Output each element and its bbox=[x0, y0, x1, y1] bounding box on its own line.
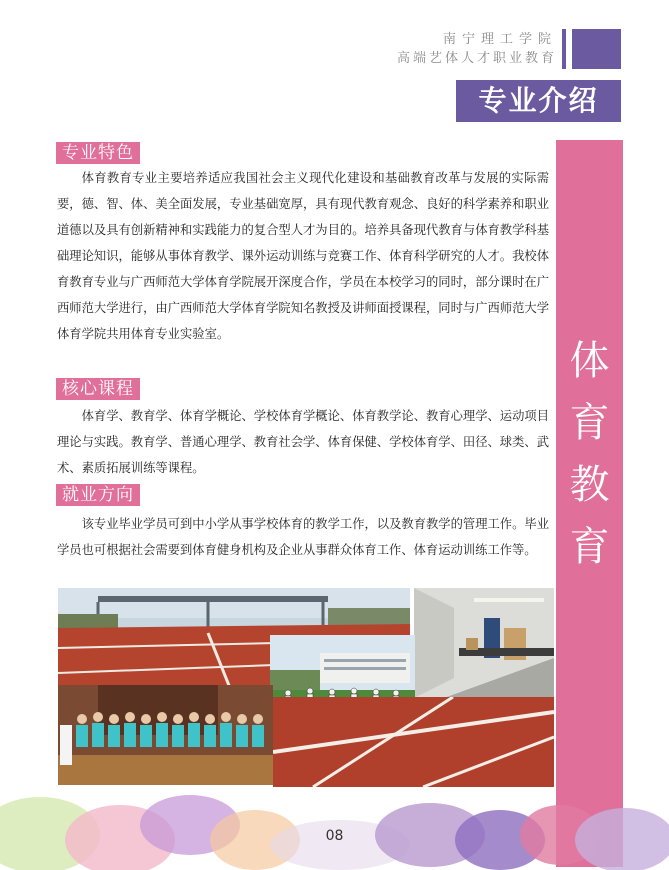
section-text-careers: 该专业毕业学员可到中小学从事学校体育的教学工作，以及教育教学的管理工作。毕业学员也可根据社会需要到体育健身机构及企业从事群众体育工作、体育运动训练工作等。 bbox=[57, 517, 549, 557]
section-text-features: 体育教育专业主要培养适应我国社会主义现代化建设和基础教育改革与发展的实际需要，德、智、体、美全面发展，专业基础宽厚，具有现代教育观念、良好的科学素养和职业道德以及具有创新精神和实践能力的复合型人才为目的。培养具备现代教育与体育教学科基础理论知识，能够从事体育教学、课外运动训练与竞赛工作、体育科学研究的人才。我校体育教育专业与广西师范大学体育学院展开深度合作，学员在本校学习的同时，部分课时在广西师范大学进行，由广西师范大学体育学院知名教授及讲师面授课程，同时与广西师范大学体育学院共用体育专业实验室。 bbox=[57, 171, 549, 341]
school-tagline: 高端艺体人才职业教育 bbox=[396, 51, 557, 66]
lab-room-photo bbox=[414, 588, 554, 698]
paint-splash-decoration bbox=[0, 780, 669, 870]
section-title-courses: 核心课程 bbox=[56, 378, 140, 400]
side-title-char: 育 bbox=[569, 524, 610, 570]
school-name: 南宁理工学院 bbox=[442, 32, 557, 47]
basketball-team-photo bbox=[58, 685, 273, 785]
page-number: 08 bbox=[325, 828, 344, 844]
side-title-char: 教 bbox=[569, 462, 610, 508]
track-closeup-photo bbox=[273, 697, 554, 787]
section-text-courses: 体育学、教育学、体育学概论、学校体育学概论、体育教学论、教育心理学、运动项目理论与实践。教育学、普通心理学、教育社会学、体育保健、学校体育学、田径、球类、武术、素质拓展训练等课程。 bbox=[57, 409, 549, 475]
side-title bbox=[556, 330, 623, 578]
side-title-char: 育 bbox=[569, 400, 610, 446]
side-title-char: 体 bbox=[569, 338, 610, 384]
header-accent-line bbox=[562, 29, 566, 69]
school-header bbox=[397, 30, 557, 68]
section-title-features: 专业特色 bbox=[56, 142, 140, 164]
section-title-careers: 就业方向 bbox=[56, 484, 140, 506]
header-accent-block bbox=[572, 29, 621, 69]
page-title: 专业介绍 bbox=[456, 80, 621, 122]
